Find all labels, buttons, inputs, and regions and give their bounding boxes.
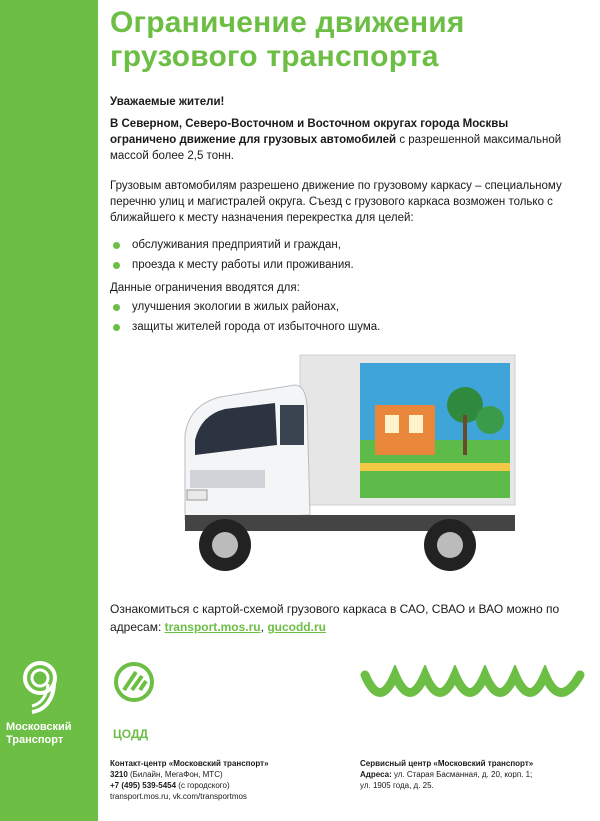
reasons-list bbox=[110, 299, 570, 339]
bullet-dot-icon bbox=[113, 324, 120, 331]
bullet-dot-icon bbox=[113, 262, 120, 269]
transport-link[interactable]: transport.mos.ru bbox=[164, 620, 261, 634]
route-paragraph: Грузовым автомобилям разрешено движение по грузовому каркасу – специальному перечню улиц и магистралей округа. Съезд с грузового каркаса возможен только с ближайшего к месту назначения перекрестка для целей: bbox=[110, 180, 562, 224]
green-sidebar bbox=[0, 0, 98, 821]
page-title: Ограничение движения грузового транспорта bbox=[110, 6, 465, 73]
contact-line-3: transport.mos.ru, vk.com/transportmos bbox=[110, 792, 247, 801]
contact-line-1: 3210 (Билайн, МегаФон, МТС) bbox=[110, 770, 223, 779]
purposes-list bbox=[110, 237, 570, 277]
restriction-paragraph bbox=[110, 116, 572, 164]
codd-logo-icon bbox=[110, 660, 158, 708]
codd-label: ЦОДД bbox=[113, 727, 149, 741]
service-center bbox=[360, 758, 590, 791]
contact-line-2: +7 (495) 539-5454 (с городского) bbox=[110, 781, 230, 790]
bullet-dot-icon bbox=[113, 304, 120, 311]
sidebar-brand-name: Московский Транспорт bbox=[6, 721, 72, 746]
restriction-bold-text: В Северном, Северо-Восточном и Восточном округах города Москвы ограничено движение для грузовых автомобилей bbox=[110, 118, 509, 146]
service-address-1: Адреса: ул. Старая Басманная, д. 20, корп. 1; bbox=[360, 770, 533, 779]
truck-illustration bbox=[165, 345, 525, 585]
service-title: Сервисный центр «Московский транспорт» bbox=[360, 759, 534, 768]
list-item: проезда к месту работы или проживания. bbox=[110, 257, 570, 273]
gucodd-link[interactable]: gucodd.ru bbox=[267, 620, 326, 634]
restriction-rest-text: с разрешенной максимальной массой более 2,5 тонн. bbox=[110, 134, 562, 162]
map-note: Ознакомиться с картой-схемой грузового каркаса в САО, СВАО и ВАО можно по адресам: transport.mos.ru, gucodd.ru bbox=[110, 602, 560, 634]
contact-title: Контакт-центр «Московский транспорт» bbox=[110, 759, 269, 768]
moscow-transport-logo-icon bbox=[10, 656, 70, 716]
wave-ornament-icon bbox=[360, 665, 586, 715]
service-address-2: ул. 1905 года, д. 25. bbox=[360, 781, 434, 790]
list-item: защиты жителей города от избыточного шума. bbox=[110, 319, 570, 335]
list-item: улучшения экологии в жилых районах, bbox=[110, 299, 570, 315]
reasons-lead: Данные ограничения вводятся для: bbox=[110, 282, 300, 294]
list-item: обслуживания предприятий и граждан, bbox=[110, 237, 570, 253]
contact-center bbox=[110, 758, 340, 802]
bullet-dot-icon bbox=[113, 242, 120, 249]
greeting: Уважаемые жители! bbox=[110, 96, 225, 108]
